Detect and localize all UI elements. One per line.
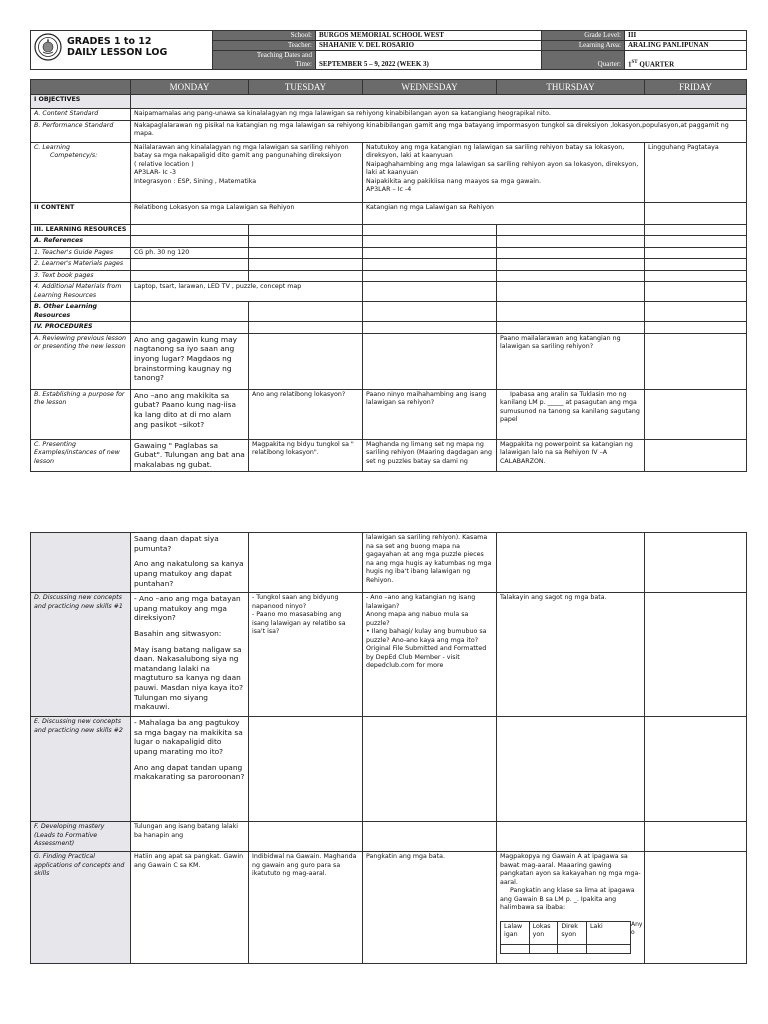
logo-title-cell: [31, 31, 213, 70]
competency-wednesday: [363, 142, 645, 202]
quarter-sup: ST: [631, 59, 638, 65]
teacher-value: SHAHANIE V. DEL ROSARIO: [316, 41, 542, 51]
dates-value: SEPTEMBER 5 – 9, 2022 (WEEK 3): [316, 51, 542, 70]
procedure-d-monday-2: Basahin ang sitwasyon:: [134, 628, 222, 638]
procedure-c-thursday: Magpakita ng powerpoint sa katangian ng lalawigan lalo na sa Rehiyon IV –A CALABARZON.: [497, 439, 645, 471]
header-block: [30, 30, 746, 70]
day-friday: FRIDAY: [645, 80, 747, 95]
procedure-f-label: F. Developing mastery (Leads to Formative Assessment): [31, 822, 131, 852]
dates-label-line-2: Time:: [295, 60, 312, 68]
additional-materials-monday: Laptop, tsart, larawan, LED TV , puzzle, concept map: [131, 282, 363, 302]
competency-monday-1: Nailalarawan ang kinalalagyan ng mga lalawigan sa sariling rehiyon batay sa mga nakapaligid dito gamit ang pangunahing direksiyon: [134, 143, 349, 160]
procedure-g-thursday-1: Magpakopya ng Gawain A at ipagawa sa bawat mag-aaral. Maaaring gawing pangkatan ayon sa kakayahan ng mga mga-aaral.: [500, 853, 641, 886]
learners-materials-label: 2. Learner's Materials pages: [31, 259, 131, 271]
procedure-b-tuesday: Ano ang relatibong lokasyon?: [249, 389, 363, 439]
day-wednesday: WEDNESDAY: [363, 80, 497, 95]
teacher-label: Teacher:: [213, 41, 316, 51]
continued-monday: [131, 533, 249, 593]
performance-standard-text: Nakapaglalarawan ng pisikal na katangian ng mga lalawigan sa rehiyong kinabibilangan gamit ang mga batayang impormasyon tungkol sa direksiyon ,lokasyon,populasyon,at paggamit ng mapa.: [131, 120, 747, 142]
title-line-2: DAILY LESSON LOG: [67, 47, 168, 58]
continued-monday-2: Ano ang nakatulong sa kanya upang matukoy ang dapat puntahan?: [134, 559, 244, 588]
sample-header-laki: Laki: [587, 921, 631, 944]
title-line-1: GRADES 1 to 12: [67, 36, 152, 47]
lesson-table-1: [30, 79, 747, 472]
content-wednesday: Katangian ng mga Lalawigan sa Rehiyon: [363, 202, 645, 224]
procedure-g-thursday: [497, 852, 645, 964]
procedures-label: IV. PROCEDURES: [31, 322, 131, 334]
procedure-e-monday-2: Ano ang dapat tandan upang makakarating sa paroroonan?: [134, 762, 245, 782]
content-label: II CONTENT: [31, 202, 131, 224]
procedure-b-thursday: Ipabasa ang aralin sa Tuklasin mo ng kanilang LM p. _____ at pasagutan ang mga sumusunod na tanong sa kanilang sagutang papel: [497, 389, 645, 439]
procedure-d-monday-1: - Ano –ano ang mga batayan upang matukoy ang mga direksiyon?: [134, 594, 241, 623]
procedure-b-monday: Ano –ano ang makikita sa gubat? Paano kung nag-iisa ka lang dito at di mo alam ang pasikot –sikot?: [131, 389, 249, 439]
procedure-c-monday: Gawaing " Paglabas sa Gubat". Tulungan ang bat ana makalabas ng gubat.: [131, 439, 249, 471]
sample-header-direksyon: Direk syon: [558, 921, 587, 944]
sample-header-lalawigan: Lalaw igan: [501, 921, 530, 944]
performance-standard-label: B. Performance Standard: [31, 120, 131, 142]
lesson-table-2: [30, 532, 747, 964]
day-thursday: THURSDAY: [497, 80, 645, 95]
additional-materials-label: 4. Additional Materials from Learning Resources: [31, 282, 131, 302]
procedure-c-wednesday: Maghanda ng limang set ng mapa ng sariling rehiyon (Maaring dagdagan ang set ng puzzles batay sa dami ng: [363, 439, 497, 471]
continued-wednesday: lalawigan sa sariling rehiyon). Kasama na sa set ang buong mapa na gagayahan at ang mga puzzle pieces na ang mga hugis ay katumbas ng mga hugis ng iba't ibang lalawigan ng Rehiyon.: [363, 533, 497, 593]
competency-wednesday-4: AP3LAR – Ic -4: [366, 186, 412, 194]
competency-monday-4: Integrasyon : ESP, Sining , Matematika: [134, 177, 257, 185]
teachers-guide-monday: CG ph. 30 ng 120: [131, 247, 249, 259]
procedure-c-label: C. Presenting Examples/instances of new lesson: [31, 439, 131, 471]
sample-header-anyo: Any o: [631, 921, 643, 937]
procedure-d-tuesday-1: - Tungkol saan ang bidyung napanood ninyo?: [252, 594, 339, 610]
competency-label-line-1: C. Learning: [34, 143, 70, 151]
procedure-c-tuesday: Magpakita ng bidyu tungkol sa " relatibong lokasyon".: [249, 439, 363, 471]
procedure-a-monday: Ano ang gagawin kung may nagtanong sa iyo saan ang inyong lugar? Magdaos ng brainstorming kaugnay ng tanong?: [131, 333, 249, 389]
competency-wednesday-1: Natutukoy ang mga katangian ng lalawigan sa sariling rehiyon batay sa lokasyon, direksyon, laki at kaanyuan: [366, 143, 625, 160]
school-label: School:: [213, 31, 316, 41]
day-header-row: [31, 80, 747, 95]
grade-value: III: [625, 31, 747, 41]
competency-wednesday-2: Naipaghahambing ang mga lalawigan sa sariling rehiyon ayon sa lokasyon, direksyon, laki at kaanyuan: [366, 160, 639, 177]
dates-label-line-1: Teaching Dates and: [256, 51, 312, 59]
procedure-g-label: G. Finding Practical applications of concepts and skills: [31, 852, 131, 964]
grade-label: Grade Level:: [542, 31, 625, 41]
procedure-e-monday-1: - Mahalaga ba ang pagtukoy sa mga bagay na makikita sa lugar o nakapaligid dito upang marating mo ito?: [134, 718, 243, 756]
competency-label: [31, 142, 131, 202]
school-value: BURGOS MEMORIAL SCHOOL WEST: [316, 31, 542, 41]
procedure-e-label: E. Discussing new concepts and practicing new skills #2: [31, 717, 131, 822]
competency-friday: Lingguhang Pagtataya: [645, 142, 747, 202]
resources-label: III. LEARNING RESOURCES: [31, 224, 131, 236]
competency-label-line-2: Competency/s:: [50, 152, 98, 160]
procedure-d-tuesday: [249, 593, 363, 717]
procedure-g-thursday-2: Pangkatin ang klase sa lima at ipagawa ang Gawain B sa LM p. _. Ipakita ang halimbawa sa ibaba:: [500, 887, 635, 911]
content-standard-text: Naipamamalas ang pang-unawa sa kinalalagyan ng mga lalawigan sa rehiyong kinabibilangan ayon sa katangiang heograpikal nito.: [131, 109, 747, 121]
competency-monday: [131, 142, 363, 202]
textbook-pages-label: 3. Text book pages: [31, 270, 131, 282]
procedure-d-wednesday-3: • Ilang bahagi/ kulay ang bumubuo sa puzzle? Ano-ano kaya ang mga ito?: [366, 628, 487, 644]
procedure-d-wednesday-1: - Ano –ano ang katangian ng isang lalawigan?: [366, 594, 476, 610]
dates-label: [213, 51, 316, 70]
quarter-text: QUARTER: [637, 60, 675, 68]
competency-wednesday-3: Naipakikita ang pakikiisa nang maayos sa mga gawain.: [366, 177, 541, 185]
teachers-guide-label: 1. Teacher's Guide Pages: [31, 247, 131, 259]
sample-table: [500, 921, 641, 954]
area-value: ARALING PANLIPUNAN: [625, 41, 747, 51]
procedure-a-label: A. Reviewing previous lesson or presenting the new lesson: [31, 333, 131, 389]
procedure-f-monday: Tulungan ang isang batang lalaki ba hanapin ang: [131, 822, 249, 852]
procedure-b-wednesday: Paano ninyo maihahambing ang isang lalawigan sa rehiyon?: [363, 389, 497, 439]
other-resources-label: B. Other Learning Resources: [31, 302, 131, 322]
quarter-label: Quarter:: [542, 51, 625, 70]
procedure-d-monday: [131, 593, 249, 717]
procedure-g-tuesday: Indibidwal na Gawain. Maghanda ng gawain ang guro para sa ikatututo ng mag-aaral.: [249, 852, 363, 964]
day-monday: MONDAY: [131, 80, 249, 95]
content-standard-label: A. Content Standard: [31, 109, 131, 121]
procedure-d-monday-3: May isang batang naligaw sa daan. Nakasalubong siya ng matandang lalaki na magtuturo sa kanya ng daan pauwi. Masdan niya kaya ito? Tulungan mo siyang makauwi.: [134, 644, 244, 712]
procedure-d-thursday: Talakayin ang sagot ng mga bata.: [497, 593, 645, 717]
quarter-value: [625, 51, 747, 70]
references-label: A. References: [31, 236, 131, 248]
procedure-d-wednesday-2: Anong mapa ang nabuo mula sa puzzle?: [366, 611, 469, 627]
procedure-g-wednesday: Pangkatin ang mga bata.: [363, 852, 497, 964]
procedure-d-wednesday-4: Original File Submitted and Formatted by DepEd Club Member - visit depedclub.com for more: [366, 645, 487, 669]
procedure-b-label: B. Establishing a purpose for the lesson: [31, 389, 131, 439]
lesson-table-page-1: [30, 79, 746, 472]
area-label: Learning Area:: [542, 41, 625, 51]
procedure-g-monday: Hatiin ang apat sa pangkat. Gawin ang Gawain C sa KM.: [131, 852, 249, 964]
deped-seal-icon: [34, 33, 62, 61]
procedure-a-thursday: Paano mailalarawan ang katangian ng lalawigan sa sariling rehiyon?: [497, 333, 645, 389]
competency-monday-3: AP3LAR- Ic -3: [134, 169, 177, 177]
procedure-e-monday: [131, 717, 249, 822]
continued-monday-1: Saang daan dapat siya pumunta?: [134, 534, 219, 553]
day-tuesday: TUESDAY: [249, 80, 363, 95]
content-monday: Relatibong Lokasyon sa mga Lalawigan sa Rehiyon: [131, 202, 363, 224]
procedure-d-wednesday: [363, 593, 497, 717]
procedure-d-label: D. Discussing new concepts and practicing new skills #1: [31, 593, 131, 717]
quarter-num: 1: [628, 60, 632, 68]
lesson-table-page-2: [30, 532, 746, 964]
procedure-d-tuesday-2: - Paano mo masasabing ang isang lalawigan ay relatibo sa isa't isa?: [252, 611, 346, 635]
objectives-label: I OBJECTIVES: [31, 95, 131, 109]
competency-monday-2: ( relative location ): [134, 160, 194, 168]
header-table: [30, 30, 747, 70]
sample-header-lokasyon: Lokas yon: [529, 921, 558, 944]
